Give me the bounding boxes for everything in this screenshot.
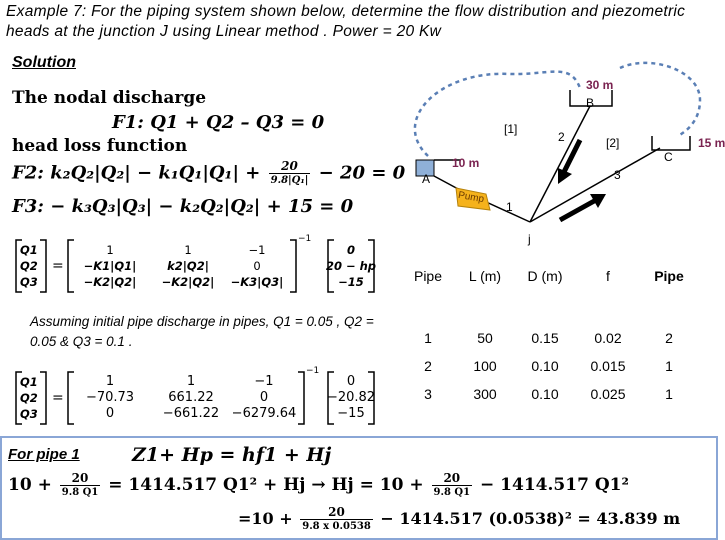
head-eq-frac2-num: 20 xyxy=(432,472,473,486)
loop1-dashed-path xyxy=(415,72,580,156)
matrix2-col-c xyxy=(230,374,298,422)
equation-f2-den: 9.8|Q₁| xyxy=(270,175,309,186)
matrix2-q3: Q3 xyxy=(20,407,38,421)
cell: 1 xyxy=(665,386,673,402)
matrix1-col-b xyxy=(156,242,220,290)
head-eq-mid: = 1414.517 Q1² + Hj → Hj = 10 + xyxy=(108,475,424,495)
matrix2-q1: Q1 xyxy=(20,375,38,389)
th-diameter: D (m) xyxy=(527,268,563,284)
matrix1-rhs1: 0 xyxy=(346,243,355,257)
matrix2-q-vector xyxy=(20,374,38,422)
matrix1-a1: 1 xyxy=(106,243,114,257)
hj-eq-frac xyxy=(300,506,373,533)
matrix1-q-vector xyxy=(20,242,38,290)
matrix1-c1: −1 xyxy=(248,243,266,257)
matrix1-equals: = xyxy=(52,258,64,274)
matrix1-rhs2: 20 − hp xyxy=(325,259,377,273)
matrix1-c2: 0 xyxy=(253,259,261,273)
equation-f2-right: − 20 = 0 xyxy=(318,162,406,184)
flow-arrow-2 xyxy=(564,140,580,172)
head-eq-frac2 xyxy=(432,472,473,499)
matrix2-c1: −1 xyxy=(254,374,274,389)
equation-f2-left: F2: k₂Q₂|Q₂| − k₁Q₁|Q₁| + xyxy=(12,162,261,184)
pipe-data-table xyxy=(400,262,698,408)
energy-equation: Z1+ Hp = hf1 + Hj xyxy=(132,444,332,466)
matrix1-col-c xyxy=(226,242,288,290)
head-eq-frac2-den: 9.8 Q1 xyxy=(433,487,471,498)
cell: 0.02 xyxy=(594,330,622,346)
head-eq-frac1-num: 20 xyxy=(60,472,101,486)
cell: 2 xyxy=(665,330,673,346)
elevation-c-label: 15 m xyxy=(698,136,725,150)
reservoir-c xyxy=(652,136,690,150)
matrix1-c3: −K3|Q3| xyxy=(230,275,284,289)
matrix1-a2: −K1|Q1| xyxy=(83,259,137,273)
cell: 3 xyxy=(424,386,432,402)
equation-f2 xyxy=(12,160,405,187)
matrix1-b1: 1 xyxy=(184,243,192,257)
matrix1-q1: Q1 xyxy=(20,243,38,257)
equation-f2-fraction xyxy=(269,160,311,187)
pump-label: Pump xyxy=(457,189,485,206)
matrix2-rhs xyxy=(328,374,374,422)
cell: 1 xyxy=(424,330,432,346)
matrix-system-2 xyxy=(10,366,380,426)
matrix2-rhs1: 0 xyxy=(346,374,356,389)
node-a-label: A xyxy=(422,172,431,186)
solution-label: Solution xyxy=(12,54,76,71)
node-b-label: B xyxy=(586,96,595,110)
loop-2-label: [2] xyxy=(606,136,620,150)
cell: 1 xyxy=(665,358,673,374)
cell: 0.10 xyxy=(531,358,559,374)
matrix2-c2: 0 xyxy=(259,390,269,405)
head-eq-frac1-den: 9.8 Q1 xyxy=(61,487,99,498)
matrix1-b2: k2|Q2| xyxy=(167,259,209,273)
matrix2-rhs3: −15 xyxy=(337,406,365,421)
pipe1-calculation-box xyxy=(0,436,718,540)
matrix2-equals: = xyxy=(52,390,64,406)
matrix2-inverse-power: −1 xyxy=(306,366,320,376)
hj-eq-frac-den: 9.8 x 0.0538 xyxy=(302,521,371,532)
problem-statement: Example 7: For the piping system shown below, determine the flow distribution and piezometric heads at the junction J using Linear method . Power = 20 Kw xyxy=(6,3,686,40)
table-row xyxy=(400,380,698,408)
matrix1-col-a xyxy=(80,242,140,290)
head-equation xyxy=(8,472,629,499)
matrix1-q3: Q3 xyxy=(20,275,38,289)
matrix2-col-b xyxy=(156,374,226,422)
matrix2-b3: −661.22 xyxy=(162,406,220,421)
assumption-text: Assuming initial pipe discharge in pipes, Q1 = 0.05 , Q2 = 0.05 & Q3 = 0.1 . xyxy=(30,314,374,349)
hj-eq-right: − 1414.517 (0.0538)² = 43.839 m xyxy=(380,509,681,528)
head-eq-left: 10 + xyxy=(8,475,52,495)
loop2-dashed-path xyxy=(620,63,700,136)
matrix2-a3: 0 xyxy=(105,406,115,421)
hj-eq-frac-num: 20 xyxy=(300,506,373,520)
head-eq-frac1 xyxy=(60,472,101,499)
nodal-heading: The nodal discharge xyxy=(12,88,207,108)
cell: 2 xyxy=(424,358,432,374)
node-c-label: C xyxy=(664,150,673,164)
matrix-system-1 xyxy=(10,234,380,294)
cell: 300 xyxy=(473,386,497,402)
equation-f1: F1: Q1 + Q2 – Q3 = 0 xyxy=(112,112,325,133)
elevation-b-label: 30 m xyxy=(586,78,614,92)
matrix2-q2: Q2 xyxy=(20,391,38,405)
th-side-pipe: Pipe xyxy=(654,268,684,284)
cell: 0.025 xyxy=(590,386,626,402)
matrix2-b1: 1 xyxy=(186,374,196,389)
th-friction: f xyxy=(606,268,610,284)
table-row xyxy=(400,324,698,352)
hj-result-equation xyxy=(238,506,680,533)
matrix2-a2: −70.73 xyxy=(85,390,135,405)
matrix1-b3: −K2|Q2| xyxy=(161,275,215,289)
table-header-row xyxy=(400,262,698,290)
pipe-3-label: 3 xyxy=(614,168,621,182)
cell: 0.15 xyxy=(531,330,559,346)
th-pipe: Pipe xyxy=(413,268,443,284)
pipe1-label: For pipe 1 xyxy=(8,446,80,463)
matrix1-q2: Q2 xyxy=(20,259,38,273)
table-row xyxy=(400,352,698,380)
matrix1-rhs3: −15 xyxy=(338,275,364,289)
matrix2-rhs2: −20.82 xyxy=(326,390,376,405)
loop-1-label: [1] xyxy=(504,122,518,136)
cell: 0.015 xyxy=(590,358,626,374)
matrix2-a1: 1 xyxy=(105,374,115,389)
pipe-2-label: 2 xyxy=(558,130,565,144)
cell: 0.10 xyxy=(531,386,559,402)
equation-f3: F3: − k₃Q₃|Q₃| − k₂Q₂|Q₂| + 15 = 0 xyxy=(12,196,354,217)
matrix2-c3: −6279.64 xyxy=(231,406,297,421)
th-length: L (m) xyxy=(468,268,502,284)
cell: 50 xyxy=(477,330,493,346)
pipe-1-label: 1 xyxy=(506,200,513,214)
elevation-a-label: 10 m xyxy=(452,156,480,170)
flow-arrow-3 xyxy=(560,200,596,220)
head-eq-right: − 1414.517 Q1² xyxy=(480,475,629,495)
headloss-heading: head loss function xyxy=(12,136,188,156)
junction-j-label: j xyxy=(528,232,531,246)
matrix1-inverse-power: −1 xyxy=(298,234,312,244)
matrix1-a3: −K2|Q2| xyxy=(83,275,137,289)
matrix2-col-a xyxy=(80,374,140,422)
hj-eq-left: =10 + xyxy=(238,509,293,528)
cell: 100 xyxy=(473,358,497,374)
matrix2-b2: 661.22 xyxy=(168,390,214,405)
equation-f2-num: 20 xyxy=(269,160,311,174)
matrix1-rhs xyxy=(325,242,377,290)
